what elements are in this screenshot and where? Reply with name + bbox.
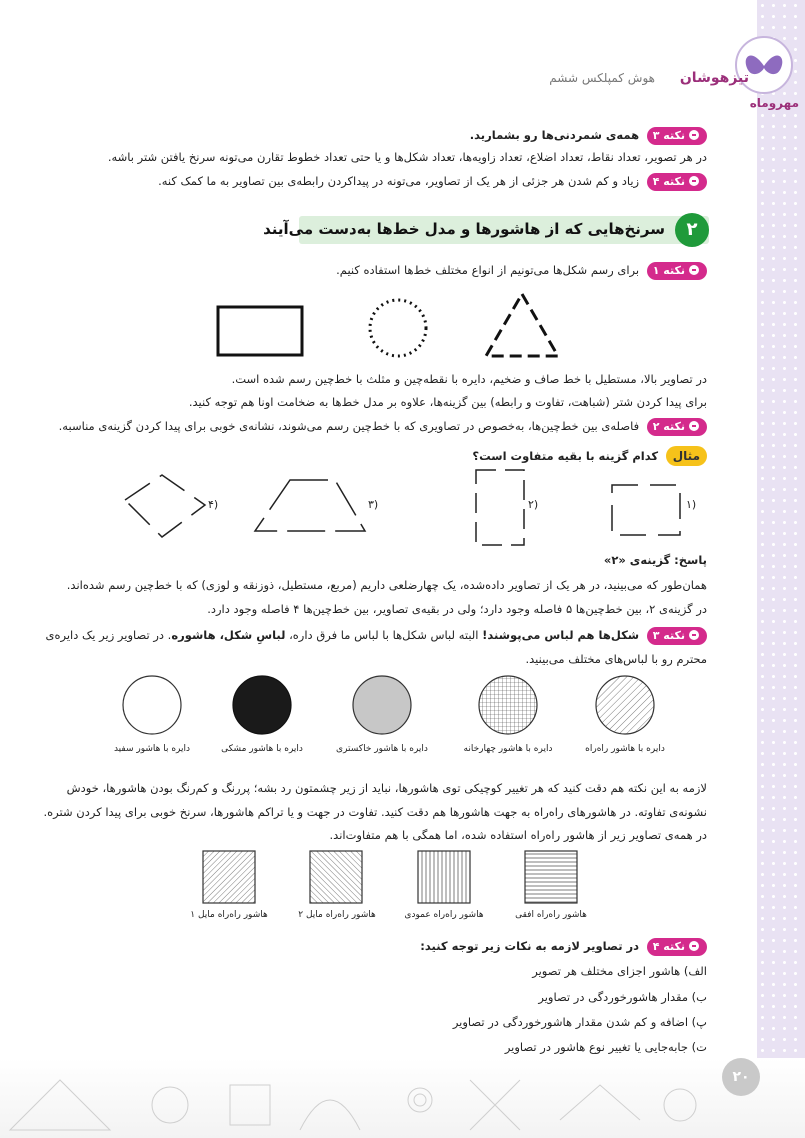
note-3-text: در هر تصویر، تعداد نقاط، تعداد اضلاع، تعداد زاویه‌ها، تعداد شکل‌ها و یا حتی تعداد خطوط تقارن می‌تونه سرنخ یافتن شتر باشه.: [107, 150, 707, 164]
note-badge: نکته ۳: [647, 627, 707, 645]
section-number: ۲: [675, 213, 709, 247]
lines-desc-2: برای پیدا کردن شتر (شباهت، تفاوت و رابطه) بین گزینه‌ها، علاوه بر مدل خط‌ها به ضخامت اونا هم توجه کنید.: [188, 395, 707, 409]
chat-bubble-icon: [689, 630, 699, 640]
circle-caption-black: دایره با هاشور مشکی: [221, 744, 303, 754]
note-badge: نکته ۳: [647, 127, 707, 145]
example-badge: مثال: [666, 446, 707, 466]
list-item: ت) جابه‌جایی یا تغییر نوع هاشور در تصاویر: [504, 1040, 707, 1054]
example-question: مثال کدام گزینه با بقیه متفاوت است؟: [472, 446, 707, 466]
chat-bubble-icon: [689, 265, 699, 275]
square-caption-vertical: هاشور راه‌راه عمودی: [404, 910, 484, 920]
circle-caption-gray: دایره با هاشور خاکستری: [336, 744, 428, 754]
note-badge: نکته ۱: [647, 262, 707, 280]
black-circle: [233, 676, 291, 734]
chat-bubble-icon: [689, 130, 699, 140]
option-2-rectangle: [476, 470, 524, 545]
note-3-intro: نکته ۳ همه‌ی شمردنی‌ها رو بشمارید.: [470, 126, 707, 145]
option-2-label: (۲: [528, 498, 539, 511]
side-pattern-strip: [757, 0, 805, 1138]
note-badge: نکته ۲: [647, 418, 707, 436]
solid-rectangle: [218, 307, 302, 355]
option-3-label: (۳: [368, 498, 379, 511]
option-4-rhombus: [125, 475, 205, 537]
list-item: الف) هاشور اجزای مختلف هر تصویر: [532, 964, 707, 978]
circle-caption-striped: دایره با هاشور راه‌راه: [585, 744, 665, 754]
chat-bubble-icon: [689, 941, 699, 951]
note-4-intro: نکته ۴ زیاد و کم شدن هر جزئی از هر یک از تصاویر، می‌تونه در پیداکردن رابطه‌ی بین تصاویر به ما کمک کنه.: [158, 172, 707, 191]
line-style-shapes: [210, 290, 570, 365]
hatch-paragraph-3: در همه‌ی تصاویر زیر از هاشور راه‌راه استفاده شده، اما همگی با هم متفاوت‌اند.: [329, 828, 707, 842]
clothes-note: نکته ۳ شکل‌ها هم لباس می‌پوشند! البته لباس شکل‌ها با لباس ما فرق داره، لباسِ شکل، هاشوره. در تصاویر زیر یک دایره‌ی: [45, 626, 707, 645]
clothes-note-line2: محترم رو با لباس‌های مختلف می‌بینید.: [525, 652, 707, 666]
square-diagonal-1: [203, 851, 255, 903]
white-circle: [123, 676, 181, 734]
list-item: ب) مقدار هاشورخوردگی در تصاویر: [538, 990, 707, 1004]
note-badge: نکته ۴: [647, 173, 707, 191]
chat-bubble-icon: [689, 176, 699, 186]
final-note: نکته ۴ در تصاویر لازمه به نکات زیر توجه کنید:: [420, 937, 707, 956]
dashed-triangle: [486, 294, 558, 356]
square-caption-diagonal-1: هاشور راه‌راه مایل ۱: [190, 910, 268, 920]
hatched-squares: [200, 848, 580, 906]
list-item: پ) اضافه و کم شدن مقدار هاشورخوردگی در تصاویر: [452, 1015, 707, 1029]
circle-caption-checkered: دایره با هاشور چهارخانه: [463, 744, 553, 754]
book-subtitle: هوش کمپلکس ششم: [549, 71, 655, 85]
section-title: سرنخ‌هایی که از هاشورها و مدل خط‌ها به‌دست می‌آیند: [263, 220, 665, 238]
example-answer: پاسخ: گزینه‌ی «۲»: [603, 553, 707, 567]
example-explain-1: همان‌طور که می‌بینید، در هر یک از تصاویر داده‌شده، یک چهارضلعی داریم (مربع، مستطیل، ذوزنقه و لوزی) که با خط‌چین رسم شده‌اند.: [66, 578, 707, 592]
option-1-square: [612, 485, 680, 535]
striped-circle: [596, 676, 654, 734]
square-horizontal: [525, 851, 577, 903]
example-explain-2: در گزینه‌ی ۲، بین خط‌چین‌ها ۵ فاصله وجود دارد؛ ولی در بقیه‌ی تصاویر، بین خط‌چین‌ها ۴ فاصله وجود دارد.: [207, 602, 707, 616]
note-badge: نکته ۴: [647, 938, 707, 956]
option-1-label: (۱: [686, 498, 697, 511]
square-caption-horizontal: هاشور راه‌راه افقی: [515, 910, 587, 920]
option-4-label: (۴: [208, 498, 219, 511]
page-number: ۲۰: [722, 1058, 760, 1096]
logo-text: تیزهوشان: [679, 70, 749, 86]
square-vertical: [418, 851, 470, 903]
brand-name: مهروماه: [749, 96, 799, 110]
circle-caption-white: دایره با هاشور سفید: [113, 744, 191, 754]
bottom-doodles: [0, 1060, 720, 1138]
hatch-paragraph-1: لازمه به این نکته هم دقت کنید که هر تغییر کوچیکی توی هاشورها، نباید از زیر چشمتون رد بشه؛ پررنگ و کم‌رنگ بودن هاشورها، خودش: [66, 781, 707, 795]
dotted-circle: [370, 300, 426, 356]
gap-note: نکته ۲ فاصله‌ی بین خط‌چین‌ها، به‌خصوص در تصاویری که با خط‌چین رسم می‌شوند، نشانه‌ی خوبی برای پیدا کردن گزینه‌ی مناسبه.: [59, 417, 707, 436]
option-3-trapezoid: [255, 480, 365, 531]
square-diagonal-2: [310, 851, 362, 903]
checkered-circle: [479, 676, 537, 734]
hatched-circles: [110, 670, 690, 742]
lines-desc-1: در تصاویر بالا، مستطیل با خط صاف و ضخیم، دایره با نقطه‌چین و مثلث با خط‌چین رسم شده است.: [231, 372, 707, 386]
square-caption-diagonal-2: هاشور راه‌راه مایل ۲: [298, 910, 376, 920]
example-options: [110, 465, 700, 555]
chat-bubble-icon: [689, 421, 699, 431]
gray-circle: [353, 676, 411, 734]
hatch-paragraph-2: نشونه‌ی تفاوته. در هاشورهای راه‌راه به جهت هاشورها هم دقت کنید. تفاوت در جهت و یا تراکم هاشورها، سرنخ خوبی برای پیدا کردن شتره.: [43, 805, 707, 819]
lines-note: نکته ۱ برای رسم شکل‌ها می‌تونیم از انواع مختلف خط‌ها استفاده کنیم.: [336, 261, 707, 280]
